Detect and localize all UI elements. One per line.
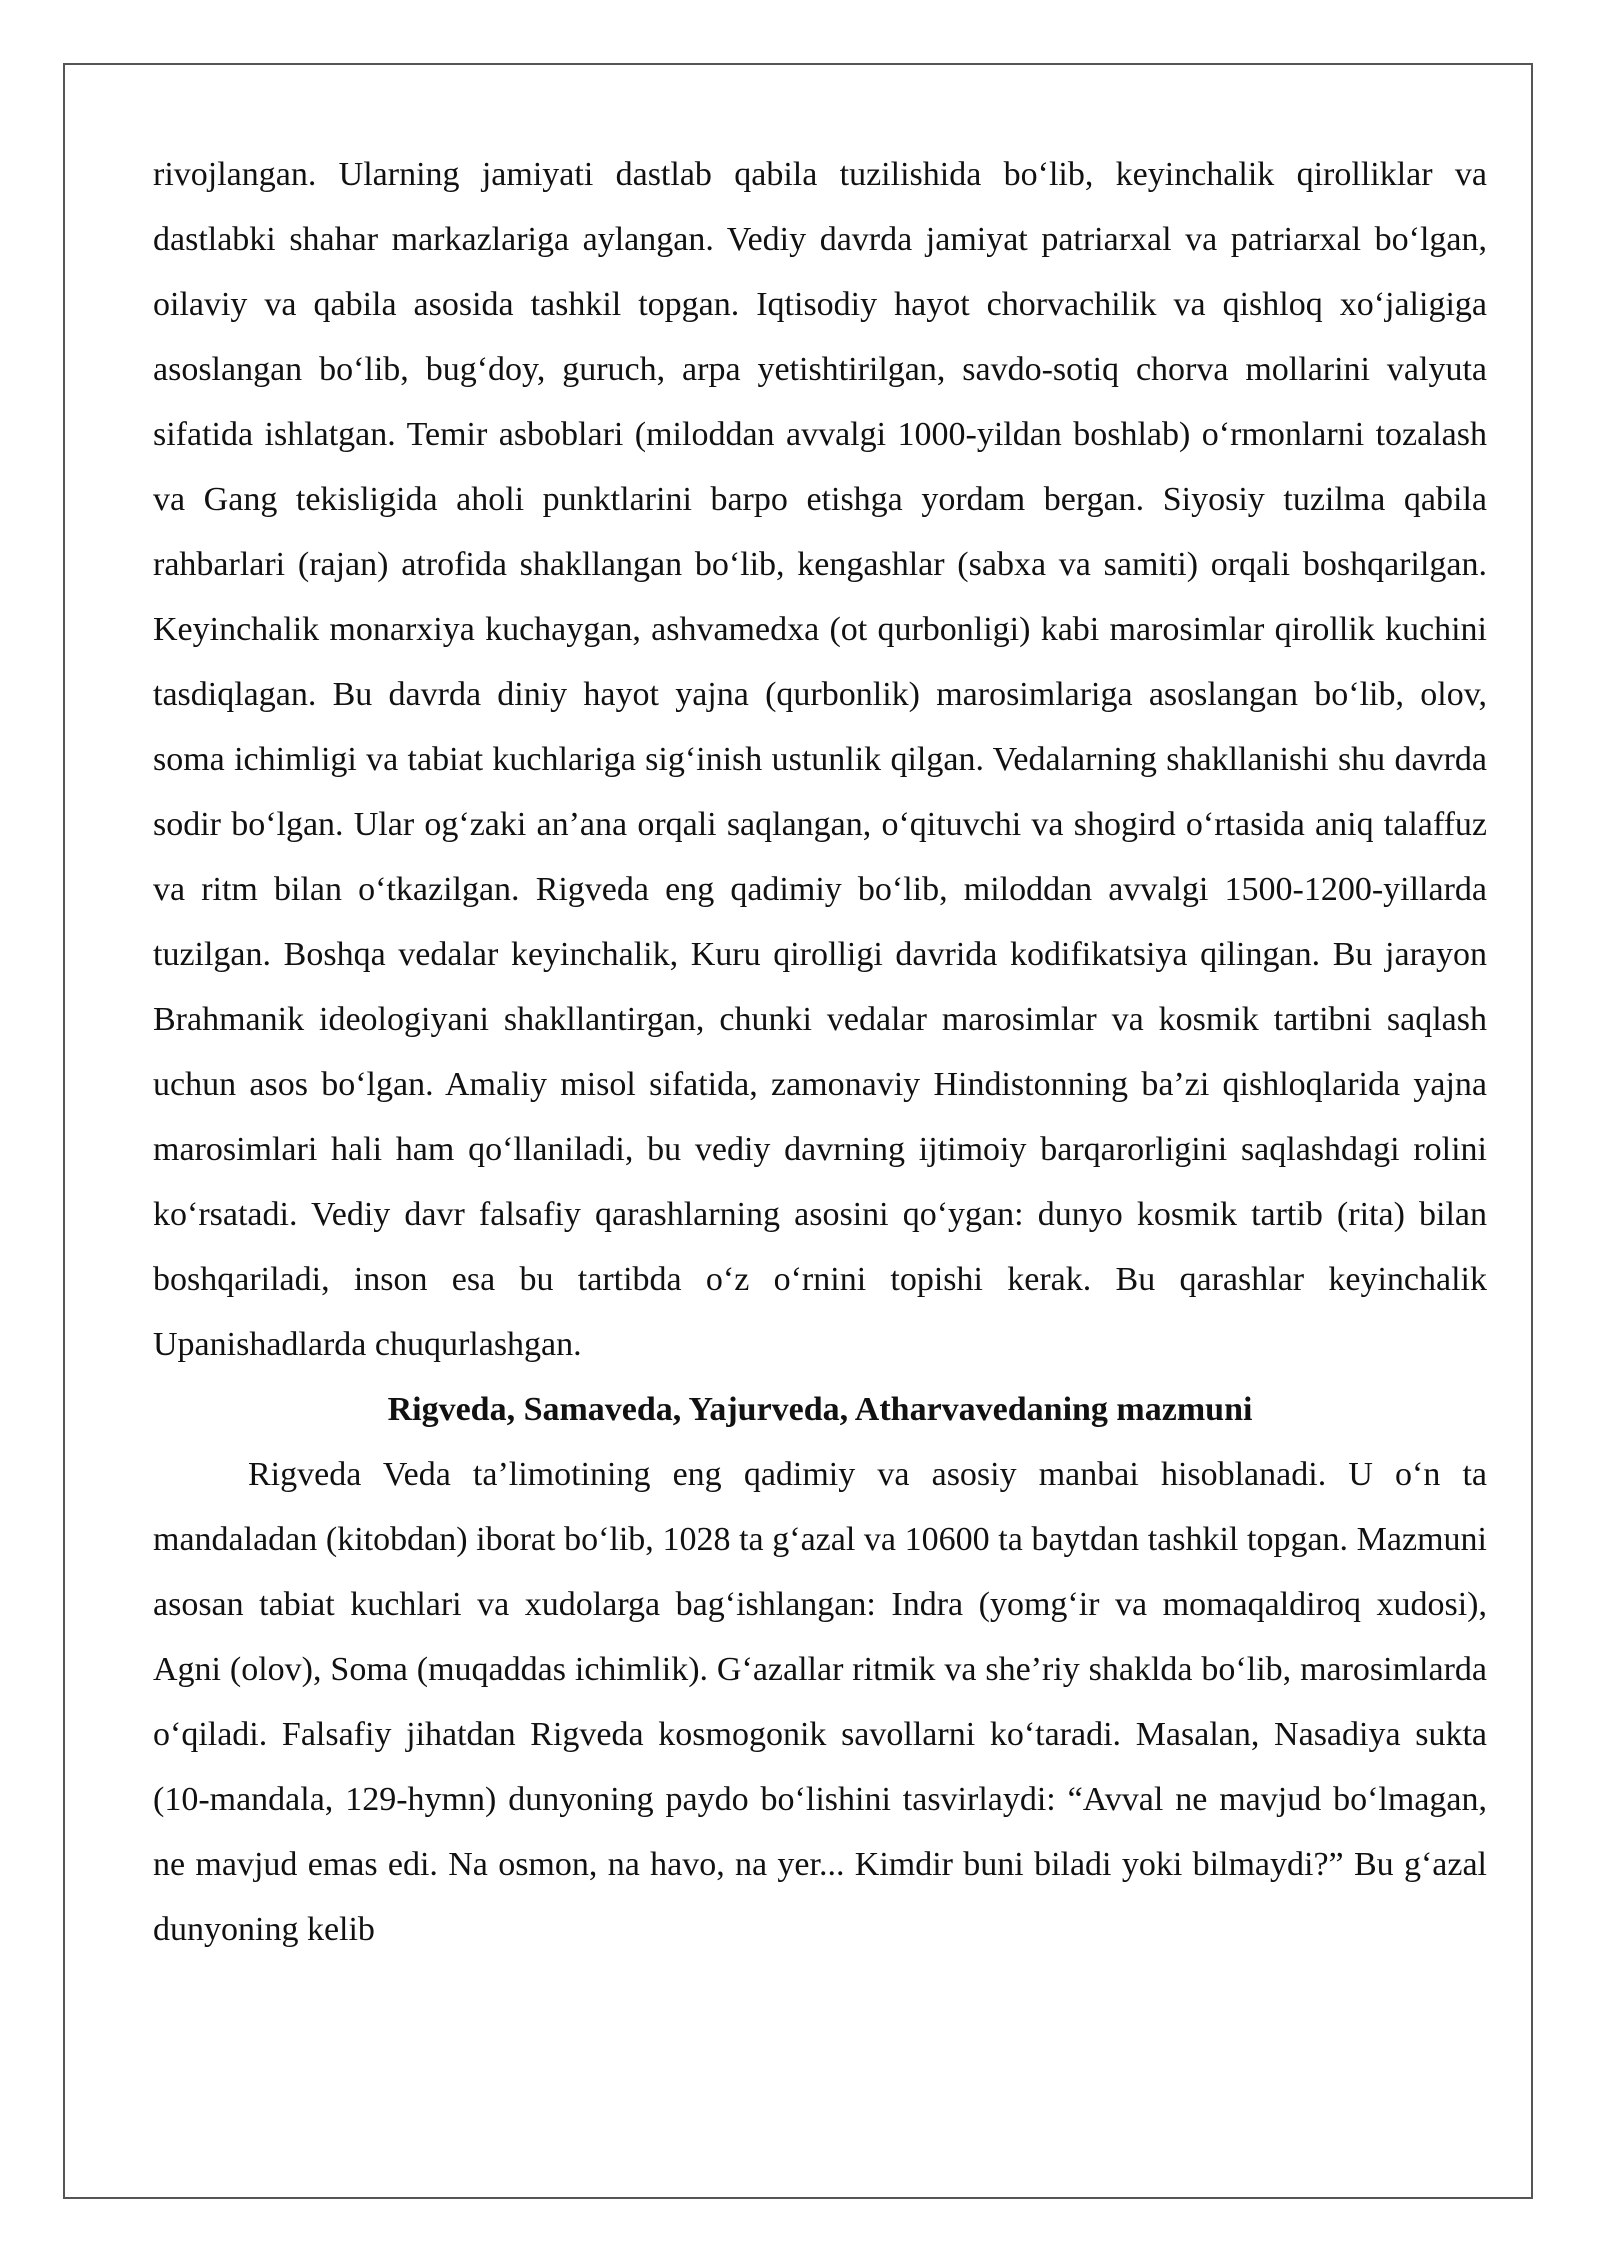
section-heading: Rigveda, Samaveda, Yajurveda, Atharvavedaning mazmuni xyxy=(387,1391,1253,1428)
body-paragraph-2: Rigveda Veda ta’limotining eng qadimiy va asosiy manbai hisoblanadi. U o‘n ta mandaladan (kitobdan) iborat bo‘lib, 1028 ta g‘azal va 10600 ta baytdan tashkil topgan. Mazmuni asosan tabiat kuchlari va xudolarga bag‘ishlangan: Indra (yomg‘ir va momaqaldiroq xudosi), Agni (olov), Soma (muqaddas ichimlik). G‘azallar ritmik va she’riy shaklda bo‘lib, marosimlarda o‘qiladi. Falsafiy jihatdan Rigveda kosmogonik savollarni ko‘taradi. Masalan, Nasadiya sukta (10-mandala, 129-hymn) dunyoning paydo bo‘lishini tasvirlaydi: “Avval ne mavjud bo‘lmagan, ne mavjud emas edi. Na osmon, na havo, na yer... Kimdir buni biladi yoki bilmaydi?” Bu g‘azal dunyoning kelib xyxy=(153,1456,1487,1948)
page-content xyxy=(153,142,1487,1962)
body-paragraph-1: rivojlangan. Ularning jamiyati dastlab qabila tuzilishida bo‘lib, keyinchalik qirolliklar va dastlabki shahar markazlariga aylangan. Vediy davrda jamiyat patriarxal va patriarxal bo‘lgan, oilaviy va qabila asosida tashkil topgan. Iqtisodiy hayot chorvachilik va qishloq xo‘jaligiga asoslangan bo‘lib, bug‘doy, guruch, arpa yetishtirilgan, savdo-sotiq chorva mollarini valyuta sifatida ishlatgan. Temir asboblari (miloddan avvalgi 1000-yildan boshlab) o‘rmonlarni tozalash va Gang tekisligida aholi punktlarini barpo etishga yordam bergan. Siyosiy tuzilma qabila rahbarlari (rajan) atrofida shakllangan bo‘lib, kengashlar (sabxa va samiti) orqali boshqarilgan. Keyinchalik monarxiya kuchaygan, ashvamedxa (ot qurbonligi) kabi marosimlar qirollik kuchini tasdiqlagan. Bu davrda diniy hayot yajna (qurbonlik) marosimlariga asoslangan bo‘lib, olov, soma ichimligi va tabiat kuchlariga sig‘inish ustunlik qilgan. Vedalarning shakllanishi shu davrda sodir bo‘lgan. Ular og‘zaki an’ana orqali saqlangan, o‘qituvchi va shogird o‘rtasida aniq talaffuz va ritm bilan o‘tkazilgan. Rigveda eng qadimiy bo‘lib, miloddan avvalgi 1500-1200-yillarda tuzilgan. Boshqa vedalar keyinchalik, Kuru qirolligi davrida kodifikatsiya qilingan. Bu jarayon Brahmanik ideologiyani shakllantirgan, chunki vedalar marosimlar va kosmik tartibni saqlash uchun asos bo‘lgan. Amaliy misol sifatida, zamonaviy Hindistonning ba’zi qishloqlarida yajna marosimlari hali ham qo‘llaniladi, bu vediy davrning ijtimoiy barqarorligini saqlashdagi rolini ko‘rsatadi. Vediy davr falsafiy qarashlarning asosini qo‘ygan: dunyo kosmik tartib (rita) bilan boshqariladi, inson esa bu tartibda o‘z o‘rnini topishi kerak. Bu qarashlar keyinchalik Upanishadlarda chuqurlashgan. xyxy=(153,156,1487,1363)
